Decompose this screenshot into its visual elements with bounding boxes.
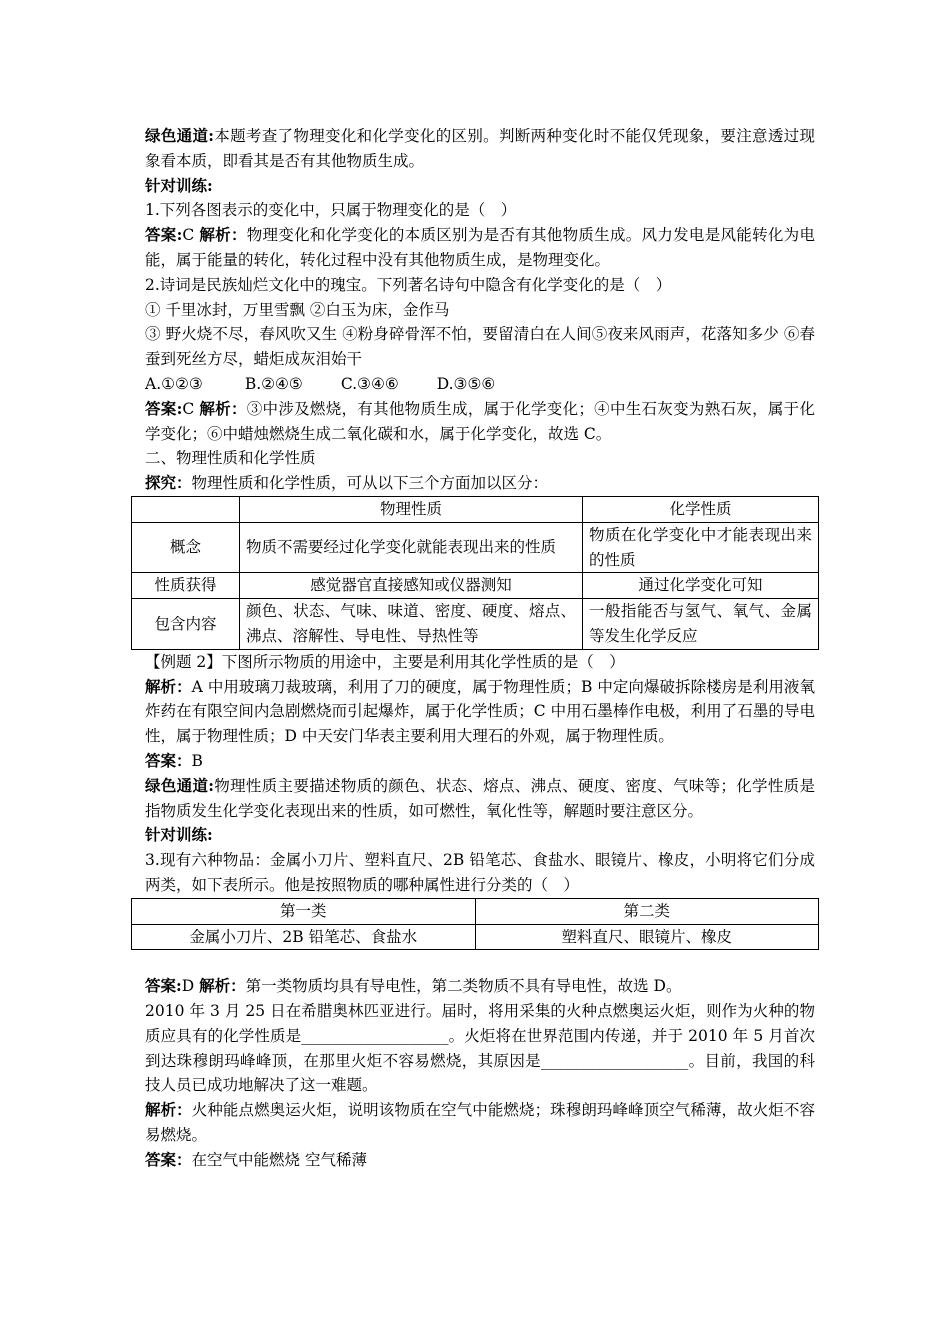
analysis-text: 第一类物质均具有导电性，第二类物质不具有导电性，故选 D。 [245,977,682,996]
table-header-row [132,496,819,522]
table-row-label: 包含内容 [132,599,240,650]
table-cell: 塑料直尺、眼镜片、橡皮 [475,924,819,950]
option-d: D.③⑤⑥ [436,374,496,393]
question-2-line-1: ① 千里冰封，万里雪飘 ②白玉为床，金作马 [145,300,450,319]
analysis-label: 解析： [199,225,247,245]
explore-paragraph [145,471,815,496]
table-header-cell: 第二类 [475,898,819,924]
table-cell: 金属小刀片、2B 铅笔芯、食盐水 [132,924,476,950]
table-row [132,599,819,650]
answer-label: 答案: [145,398,183,418]
question-4-analysis [145,1098,815,1148]
table-cell: 颜色、状态、气味、味道、密度、硬度、熔点、沸点、溶解性、导电性、导热性等 [240,599,583,650]
practice-heading-1: 针对训练: [145,175,213,195]
table-header-cell: 化学性质 [583,496,819,522]
analysis-text: 物理变化和化学变化的本质区别为是否有其他物质生成。风力发电是风能转化为电能，属于能量的转化，转化过程中没有其他物质生成，是物理变化。 [145,226,815,269]
answer-text: B [191,751,203,770]
table-header-cell: 第一类 [132,898,476,924]
answer-label: 答案： [145,1149,192,1169]
explore-text: 物理性质和化学性质，可从以下三个方面加以区分： [191,474,549,493]
green-channel-paragraph-1 [145,124,815,174]
practice-heading-2: 针对训练: [145,825,213,845]
table-cell: 感觉器官直接感知或仪器测知 [240,573,583,599]
example-2-answer [145,749,815,774]
analysis-label: 解析： [199,976,246,996]
table-row-label: 性质获得 [132,573,240,599]
answer-label: 答案: [145,225,183,245]
explore-label: 探究： [145,473,192,493]
example-2-question: 【例题 2】下图所示物质的用途中，主要是利用其化学性质的是（ ） [145,652,625,671]
answer-2 [145,397,815,447]
table-header-row [132,898,819,924]
question-2-line-2: ③ 野火烧不尽，春风吹又生 ④粉身碎骨浑不怕，要留清白在人间⑤夜来风雨声，花落知多少 ⑥春蚕到死丝方尽，蜡炬成灰泪始干 [145,325,815,369]
analysis-text: ③中涉及燃烧，有其他物质生成，属于化学变化；④中生石灰变为熟石灰，属于化学变化；⑥中蜡烛燃烧生成二氧化碳和水，属于化学变化，故选 C。 [145,399,815,443]
question-1: 1.下列各图表示的变化中，只属于物理变化的是（ ） [145,201,517,220]
section-heading-2: 二、物理性质和化学性质 [145,449,316,468]
analysis-text: 火种能点燃奥运火炬，说明该物质在空气中能燃烧；珠穆朗玛峰峰顶空气稀薄，故火炬不容易燃烧。 [145,1101,815,1145]
table-cell: 物质在化学变化中才能表现出来的性质 [583,522,819,573]
option-c: C.③④⑥ [340,374,399,393]
question-4: 2010 年 3 月 25 日在希腊奥林匹亚进行。届时，将用采集的火种点燃奥运火炬，则作为火种的物质应具有的化学性质是___________________。火炬将在世界范围内传递，并于 2010 年 5 月首次到达珠穆朗玛峰峰顶，在那里火炬不容易燃烧，其原因是___________________。目前，我国的科技人员已成功地解决了这一难题。 [145,1002,815,1095]
question-4-answer [145,1148,815,1173]
analysis-label: 解析： [145,1100,192,1120]
green-channel-label: 绿色通道: [145,775,214,795]
answer-choice: C [182,399,200,418]
document-page [145,124,815,1173]
analysis-text: A 中用玻璃刀裁玻璃，利用了刀的硬度，属于物理性质；B 中定向爆破拆除楼房是利用液氧炸药在有限空间内急剧燃烧而引起爆炸，属于化学性质；C 中用石墨棒作电极，利用了石墨的导电性，属于物理性质；D 中天安门华表主要利用大理石的外观，属于物理性质。 [145,677,815,746]
question-2: 2.诗词是民族灿烂文化中的瑰宝。下列著名诗句中隐含有化学变化的是（ ） [145,275,672,294]
table-header-cell: 物理性质 [240,496,583,522]
answer-label: 答案： [145,750,192,770]
answer-text: 在空气中能燃烧 空气稀薄 [191,1150,367,1169]
table-row-label: 概念 [132,522,240,573]
table-header-cell [132,496,240,522]
analysis-label: 解析： [145,676,192,696]
analysis-label: 解析： [199,398,247,418]
answer-choice: D [181,977,200,996]
answer-1 [145,223,815,273]
property-comparison-table [131,496,819,650]
table-row [132,522,819,573]
answer-3 [145,974,815,999]
green-channel-text: 物理性质主要描述物质的颜色、状态、熔点、沸点、硬度、密度、气味等；化学性质是指物质发生化学变化表现出来的性质，如可燃性，氧化性等，解题时要注意区分。 [145,776,815,820]
table-row [132,573,819,599]
table-cell: 物质不需要经过化学变化就能表现出来的性质 [240,522,583,573]
classification-table [131,898,819,951]
table-cell: 通过化学变化可知 [583,573,819,599]
question-2-options [145,372,815,397]
green-channel-label: 绿色通道: [145,126,214,145]
table-row [132,924,819,950]
option-a: A.①②③ [145,374,203,393]
green-channel-paragraph-2 [145,774,815,824]
green-channel-text: 本题考查了物理变化和化学变化的区别。判断两种变化时不能仅凭现象，要注意透过现象看本质，即看其是否有其他物质生成。 [145,127,815,170]
question-3: 3.现有六种物品：金属小刀片、塑料直尺、2B 铅笔芯、食盐水、眼镜片、橡皮，小明将它们分成两类，如下表所示。他是按照物质的哪种属性进行分类的（ ） [145,851,815,894]
answer-choice: C [182,226,200,245]
answer-label: 答案: [145,976,182,996]
example-2-analysis [145,675,815,749]
table-cell: 一般指能否与氢气、氧气、金属等发生化学反应 [583,599,819,650]
option-b: B.②④⑤ [244,374,303,393]
